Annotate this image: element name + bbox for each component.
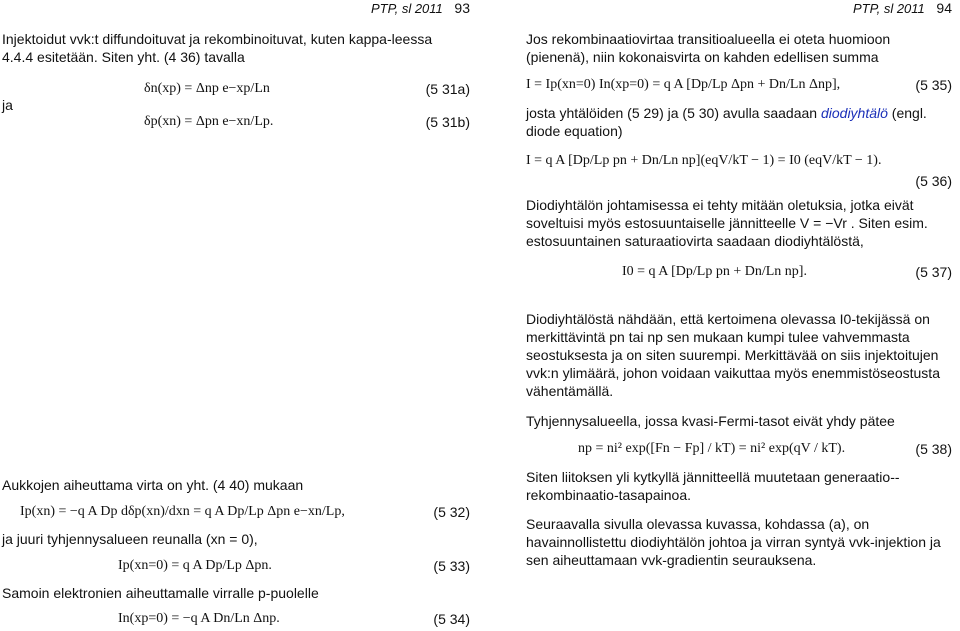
edge-paragraph: ja juuri tyhjennysalueen reunalla (xn = 0), xyxy=(2,531,258,547)
p2-pre: josta yhtälöiden (5 29) ja (5 30) avulla saadaan xyxy=(526,105,821,121)
equation-number-5-34: (5 34) xyxy=(433,611,470,627)
paragraph-diode-equation xyxy=(526,104,954,140)
equation-number-5-33: (5 33) xyxy=(433,558,470,574)
equation-number-5-37: (5 37) xyxy=(915,264,952,280)
paragraph-generation-recombination: Siten liitoksen yli kytkyllä jännitteellä muutetaan generaatio-- rekombinaatio-tasapainoa. xyxy=(526,469,900,503)
paragraph-saturation-factor: Diodiyhtälöstä nähdään, että kertoimena olevassa I0-tekijässä on merkittävintä pn tai np sen mukaan kumpi tulee vahvemmasta seostuksesta ja on siten suurempi. Merkittävää on siis injektoitujen vvk:n ylimäärä, johon voidaan vaikuttaa myös enemmistöseostusta vähentämällä. xyxy=(526,311,940,399)
left-page xyxy=(0,0,478,631)
header-text: PTP, sl 2011 xyxy=(371,1,443,16)
intro-paragraph: Injektoidut vvk:t diffundoituvat ja rekombinoituvat, kuten kappa-leessa 4.4.4 esitetään. Siten yht. (4 36) tavalla xyxy=(2,31,433,65)
currents-paragraph: Aukkojen aiheuttama virta on yht. (4 40) mukaan xyxy=(2,477,304,493)
equation-number-5-31b: (5 31b) xyxy=(425,114,470,130)
equation-number-5-38: (5 38) xyxy=(915,441,952,457)
equation-number-5-31a: (5 31a) xyxy=(425,81,470,97)
page-header xyxy=(853,0,952,16)
equation-number-5-32: (5 32) xyxy=(433,504,470,520)
paragraph-depletion: Tyhjennysalueella, jossa kvasi-Fermi-tasot eivät yhdy pätee xyxy=(526,413,895,429)
equation-5-36: I = q A [Dp/Lp pn + Dn/Ln np](eqV/kT − 1) = I0 (eqV/kT − 1). xyxy=(526,153,882,168)
page-number: 94 xyxy=(936,0,952,16)
equation-5-31b: δp(xn) = Δpn e−xn/Lp. xyxy=(144,114,274,129)
equation-5-38: np = ni² exp([Fn − Fp] / kT) = ni² exp(qV / kT). xyxy=(578,441,846,456)
term-diodiyhtalo: diodiyhtälö xyxy=(820,105,888,121)
page-header xyxy=(371,0,470,16)
paragraph-next-page-figure: Seuraavalla sivulla olevassa kuvassa, kohdassa (a), on havainnollistettu diodiyhtälön johtoa ja virran syntyä vvk-injektion ja sen aiheuttamaan vvk-gradientin seurauksena. xyxy=(526,516,941,568)
header-text: PTP, sl 2011 xyxy=(853,1,925,16)
ja-label: ja xyxy=(2,97,13,113)
equation-5-31a: δn(xp) = Δnp e−xp/Ln xyxy=(144,81,270,96)
page-number: 93 xyxy=(454,0,470,16)
equation-number-5-36: (5 36) xyxy=(915,173,952,189)
p2-post: (engl. diode equation) xyxy=(526,105,927,139)
equation-number-5-35: (5 35) xyxy=(915,77,952,93)
right-page xyxy=(482,0,960,631)
paragraph-reverse-bias: Diodiyhtälön johtamisessa ei tehty mitään oletuksia, jotka eivät soveltuisi myös estosuuntaiselle jännitteelle V = −Vr . Siten esim. estosuuntainen saturaatiovirta saadaan diodiyhtälöstä, xyxy=(526,197,928,249)
equation-5-32: Ip(xn) = −q A Dp dδp(xn)/dxn = q A Dp/Lp Δpn e−xn/Lp, xyxy=(20,504,345,519)
equation-5-37: I0 = q A [Dp/Lp pn + Dn/Ln np]. xyxy=(622,264,807,279)
paragraph-total-current: Jos rekombinaatiovirtaa transitioalueella ei oteta huomioon (pienenä), niin kokonaisvirta on kahden edellisen summa xyxy=(526,31,891,65)
equation-5-34: In(xp=0) = −q A Dn/Ln Δnp. xyxy=(118,611,280,626)
equation-5-35: I = Ip(xn=0) In(xp=0) = q A [Dp/Lp Δpn + Dn/Ln Δnp], xyxy=(526,77,841,92)
equation-5-33: Ip(xn=0) = q A Dp/Lp Δpn. xyxy=(118,558,272,573)
electron-paragraph: Samoin elektronien aiheuttamalle virralle p-puolelle xyxy=(2,585,319,601)
